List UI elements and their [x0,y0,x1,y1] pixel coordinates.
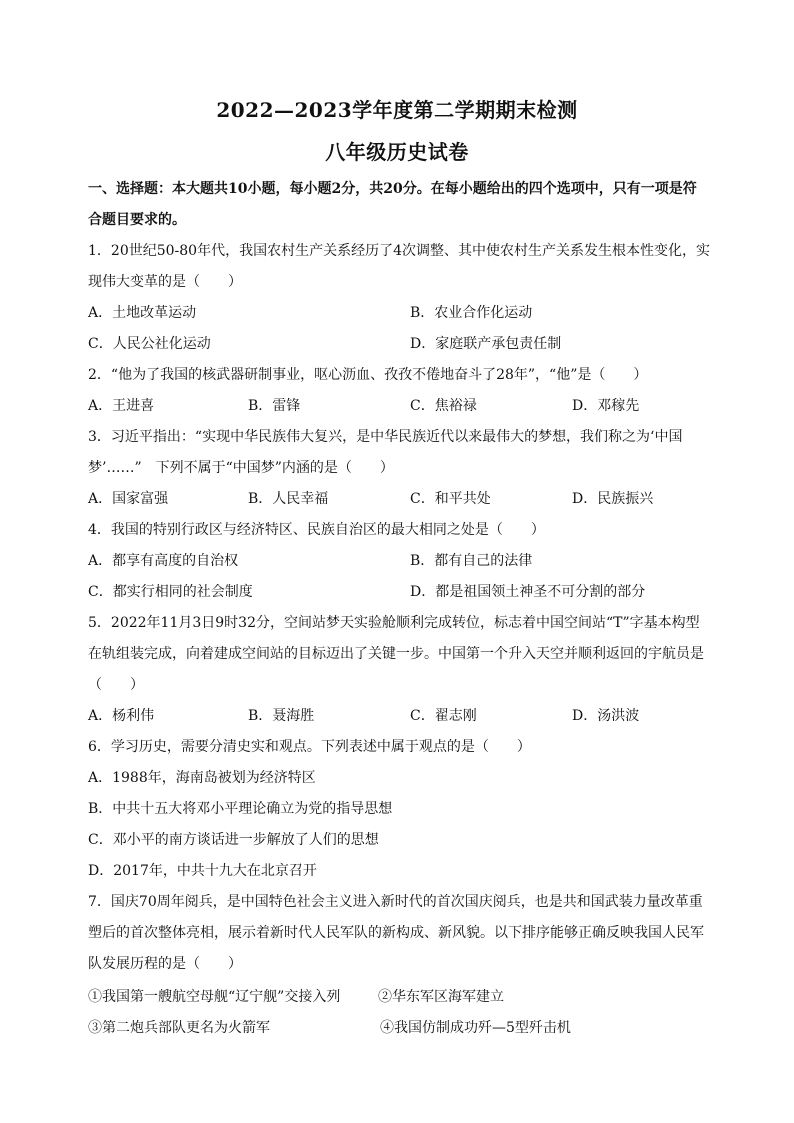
section-heading-line1: 一、选择题：本大题共10小题，每小题2分，共20分。在每小题给出的四个选项中，只有一项是符 [88,181,697,197]
question-2-option-b: B．雷锋 [248,398,301,414]
question-5-line3: （ ） [88,677,144,693]
question-1-option-c: C．人民公社化运动 [88,336,211,352]
question-2-option-d: D．邓稼先 [572,398,640,414]
question-5-line2: 在轨组装完成，向着建成空间站的目标迈出了关键一步。中国第一个升入天空并顺利返回的宇航员是 [88,646,704,662]
question-4-option-b: B．都有自己的法律 [410,553,533,569]
question-7-item-2: ②华东军区海军建立 [378,989,504,1005]
question-6-option-a: A．1988年，海南岛被划为经济特区 [88,770,316,786]
question-7-item-3: ③第二炮兵部队更名为火箭军 [88,1020,270,1036]
section-heading-line2: 合题目要求的。 [88,212,186,228]
question-1-line2: 现伟大变革的是（ ） [88,274,242,290]
question-5-option-c: C．翟志刚 [410,708,477,724]
question-5-option-d: D．汤洪波 [572,708,640,724]
question-2-option-a: A．王进喜 [88,398,155,414]
question-7-line1: 7．国庆70周年阅兵，是中国特色社会主义进入新时代的首次国庆阅兵，也是共和国武装力量改革重 [88,894,703,910]
question-2-option-c: C．焦裕禄 [410,398,477,414]
question-3-line1: 3．习近平指出：“实现中华民族伟大复兴，是中华民族近代以来最伟大的梦想，我们称之为‘中国 [88,429,683,445]
exam-title: 2022—2023学年度第二学期期末检测 [216,98,578,122]
question-1-option-d: D．家庭联产承包责任制 [410,336,562,352]
question-3-option-a: A．国家富强 [88,491,169,507]
question-3-option-d: D．民族振兴 [572,491,654,507]
exam-subtitle: 八年级历史试卷 [325,140,469,164]
question-6-option-b: B．中共十五大将邓小平理论确立为党的指导思想 [88,801,393,817]
question-4-option-c: C．都实行相同的社会制度 [88,584,253,600]
question-3-option-b: B．人民幸福 [248,491,329,507]
question-4-line1: 4．我国的特别行政区与经济特区、民族自治区的最大相同之处是（ ） [88,522,545,538]
question-4-option-a: A．都享有高度的自治权 [88,553,239,569]
question-4-option-d: D．都是祖国领土神圣不可分割的部分 [410,584,646,600]
question-3-option-c: C．和平共处 [410,491,491,507]
question-6-line1: 6．学习历史，需要分清史实和观点。下列表述中属于观点的是（ ） [88,739,531,755]
question-5-option-a: A．杨利伟 [88,708,155,724]
question-6-option-d: D．2017年，中共十九大在北京召开 [88,863,317,879]
question-7-item-4: ④我国仿制成功歼—5型歼击机 [380,1020,571,1036]
question-2-line1: 2．“他为了我国的核武器研制事业，呕心沥血、孜孜不倦地奋斗了28年”，“他”是（ ） [88,367,648,383]
question-5-option-b: B．聂海胜 [248,708,315,724]
question-1-option-b: B．农业合作化运动 [410,305,533,321]
question-3-line2: 梦’……” 下列不属于“中国梦”内涵的是（ ） [88,460,394,476]
question-5-line1: 5．2022年11月3日9时32分，空间站梦天实验舱顺利完成转位，标志着中国空间站“T”字基本构型 [88,615,700,631]
question-6-option-c: C．邓小平的南方谈话进一步解放了人们的思想 [88,832,379,848]
question-1-line1: 1．20世纪50-80年代，我国农村生产关系经历了4次调整、其中使农村生产关系发生根本性变化，实 [88,243,710,259]
question-7-line3: 队发展历程的是（ ） [88,956,242,972]
question-7-line2: 塑后的首次整体亮相，展示着新时代人民军队的新构成、新风貌。以下排序能够正确反映我国人民军 [88,925,704,941]
question-7-item-1: ①我国第一艘航空母舰“辽宁舰”交接入列 [88,989,341,1005]
question-1-option-a: A．土地改革运动 [88,305,197,321]
